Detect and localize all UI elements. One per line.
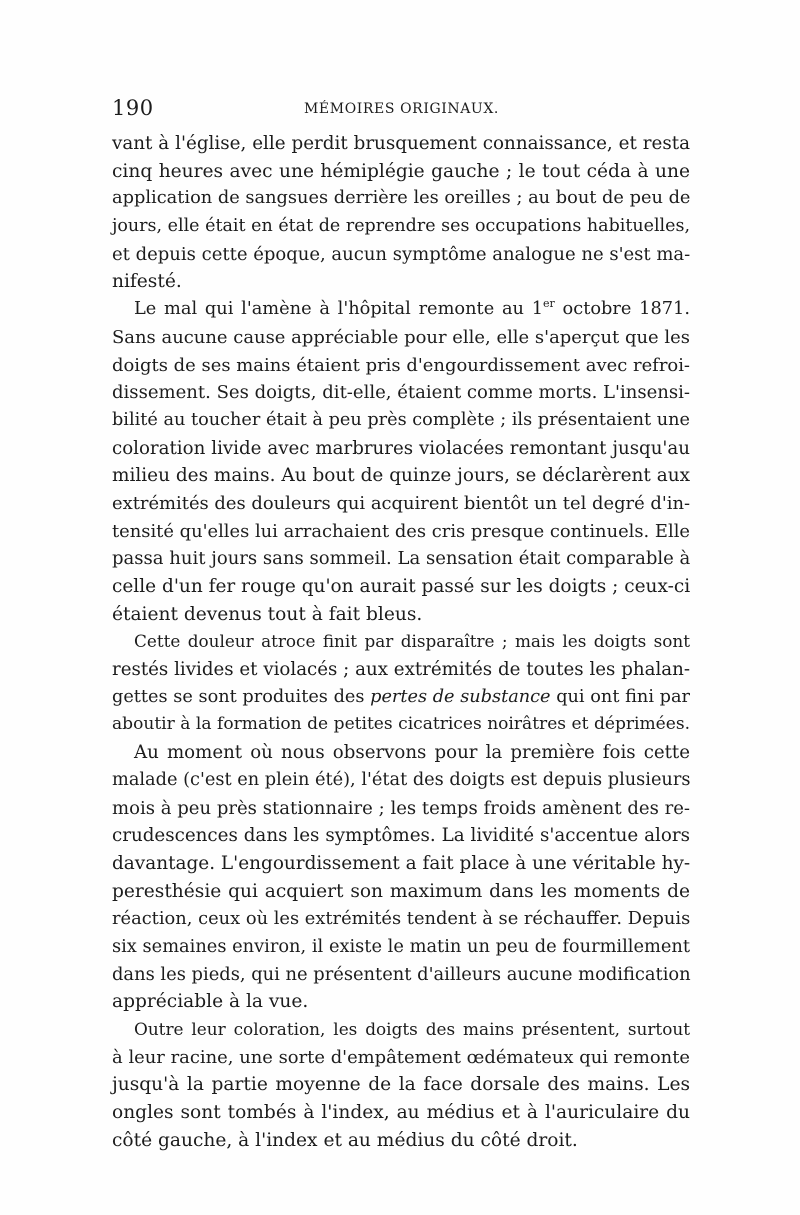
running-head: MÉMOIRES ORIGINAUX.	[304, 101, 499, 117]
page-header	[112, 96, 692, 126]
paragraph-4	[112, 739, 690, 1016]
text-line: nifesté.	[112, 271, 182, 293]
text-line: mois à peu près stationnaire ; les temps froids amènent des re-	[112, 797, 690, 819]
text-line	[112, 296, 690, 324]
text-line	[112, 684, 690, 712]
text-line: appréciable à la vue.	[112, 991, 309, 1013]
paragraph-5	[112, 1016, 690, 1154]
text-line: dans les pieds, qui ne présentent d'ailleurs aucune modification	[112, 963, 691, 985]
text-line: cinq heures avec une hémiplégie gauche ; le tout céda à une	[112, 160, 690, 182]
text-line: jours, elle était en état de reprendre ses occupations habituelles,	[112, 216, 690, 237]
text-line: peresthésie qui acquiert son maximum dans les moments de	[112, 880, 690, 902]
text-line: Sans aucune cause appréciable pour elle, elle s'aperçut que les	[112, 326, 690, 348]
italic-term: pertes de substance	[370, 686, 551, 707]
text-line: côté gauche, à l'index et au médius du côté droit.	[112, 1129, 578, 1151]
text-line: bilité au toucher était à peu près complète ; ils présentaient une	[112, 409, 690, 430]
body-text	[112, 130, 690, 1154]
text-line: six semaines environ, il existe le matin un peu de fourmillement	[112, 935, 690, 957]
text-line: crudescences dans les symptômes. La lividité s'accentue alors	[112, 825, 690, 847]
text-line: Au moment où nous observons pour la première fois cette	[134, 742, 690, 764]
text-line: celle d'un fer rouge qu'on aurait passé sur les doigts ; ceux-ci	[112, 576, 691, 597]
text-line: réaction, ceux où les extrémités tendent à se réchauffer. Depuis	[112, 908, 691, 930]
paragraph-1	[112, 130, 690, 296]
text-line: davantage. L'engourdissement a fait place à une véritable hy-	[112, 852, 691, 874]
page-number: 190	[112, 96, 154, 120]
text-line: aboutir à la formation de petites cicatrices noirâtres et déprimées.	[112, 714, 690, 735]
text-line: passa huit jours sans sommeil. La sensation était comparable à	[112, 548, 691, 570]
text-line: jusqu'à la partie moyenne de la face dorsale des mains. Les	[112, 1074, 690, 1096]
paragraph-2	[112, 296, 690, 628]
text-line: tensité qu'elles lui arrachaient des cris presque continuels. Elle	[112, 520, 690, 542]
text-line: à leur racine, une sorte d'empâtement œdémateux qui remonte	[112, 1046, 690, 1068]
text-segment: gettes se sont produites des	[112, 686, 371, 707]
text-line: doigts de ses mains étaient pris d'engourdissement avec refroi-	[112, 354, 690, 376]
text-line: et depuis cette époque, aucun symptôme analogue ne s'est ma-	[112, 243, 691, 265]
text-line: coloration livide avec marbrures violacées remontant jusqu'au	[112, 437, 690, 459]
text-segment: octobre 1871.	[554, 299, 691, 320]
text-line: restés livides et violacés ; aux extrémités de toutes les phalan-	[112, 659, 690, 681]
text-line: étaient devenus tout à fait bleus.	[112, 603, 423, 625]
text-line: extrémités des douleurs qui acquirent bientôt un tel degré d'in-	[112, 492, 691, 514]
text-segment: qui ont fini par	[550, 686, 690, 707]
paragraph-3	[112, 628, 690, 739]
text-line: milieu des mains. Au bout de quinze jours, se déclarèrent aux	[112, 465, 690, 487]
superscript: er	[543, 297, 555, 311]
text-segment: Le mal qui l'amène à l'hôpital remonte au 1	[134, 299, 544, 320]
text-line: application de sangsues derrière les oreilles ; au bout de peu de	[112, 188, 691, 209]
text-line: dissement. Ses doigts, dit-elle, étaient comme morts. L'insensi-	[112, 382, 690, 404]
text-line: Cette douleur atroce finit par disparaître ; mais les doigts sont	[134, 631, 690, 652]
text-line: malade (c'est en plein été), l'état des doigts est depuis plusieurs	[112, 769, 691, 790]
text-line: vant à l'église, elle perdit brusquement connaissance, et resta	[112, 133, 690, 154]
text-line: ongles sont tombés à l'index, au médius et à l'auriculaire du	[112, 1102, 690, 1124]
text-line: Outre leur coloration, les doigts des mains présentent, surtout	[134, 1019, 690, 1039]
